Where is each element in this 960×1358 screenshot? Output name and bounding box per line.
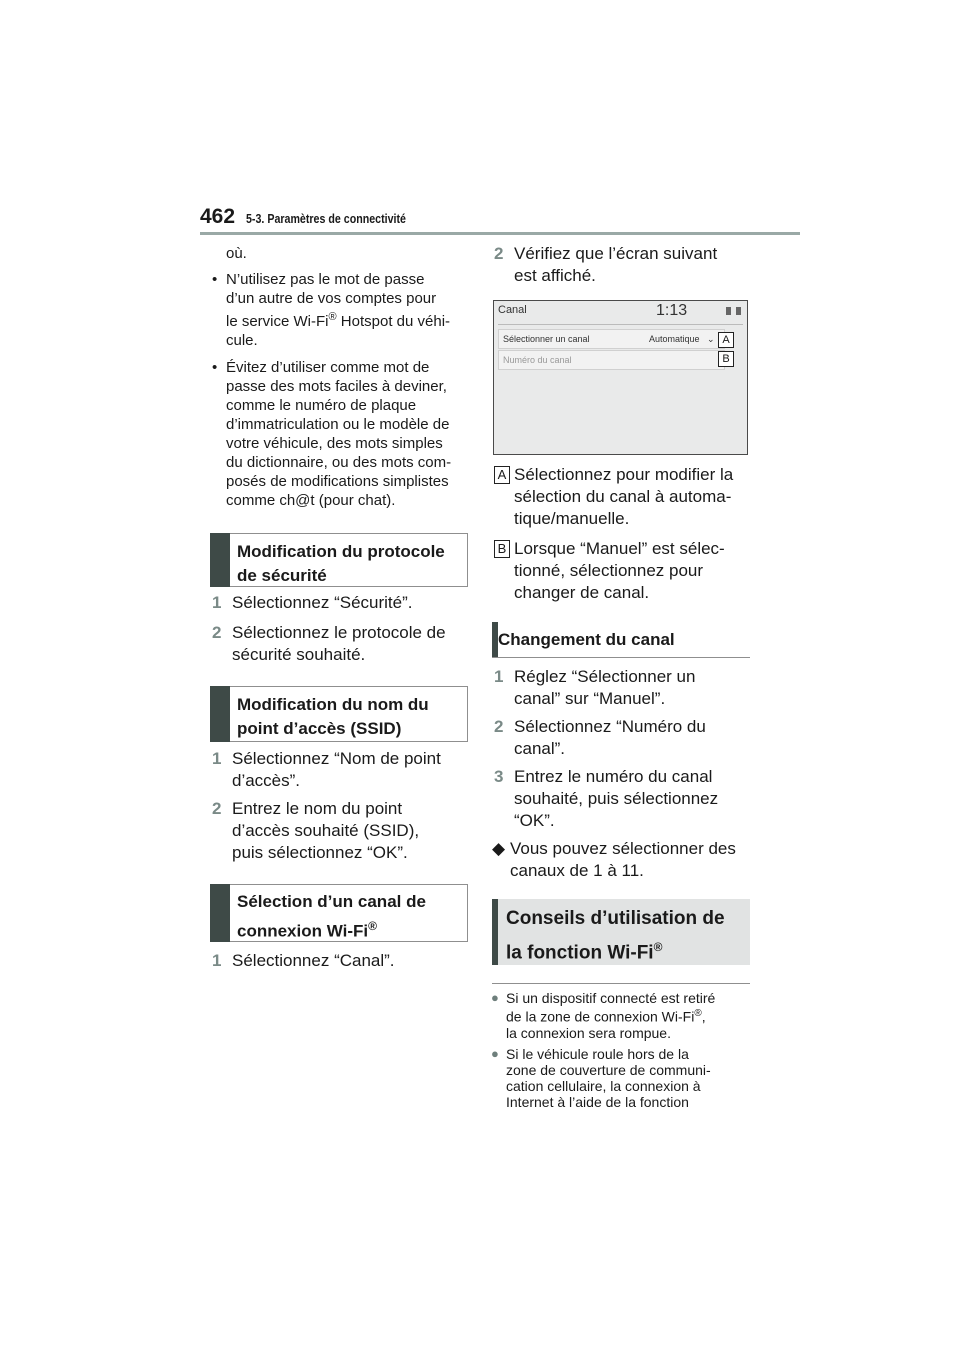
bullet-circle-icon: ● <box>491 990 499 1005</box>
label-b-box: B <box>494 540 510 558</box>
canal-screen-image <box>493 300 748 455</box>
label-a-description: Sélectionnez pour modifier la sélection du canal à automa- tique/manuelle. <box>514 465 734 528</box>
diamond-icon: ◆ <box>492 839 506 858</box>
step-change-1: 1 Réglez “Sélectionner un canal” sur “Manuel”. <box>494 667 696 708</box>
bullet-circle-icon: ● <box>491 1046 499 1061</box>
step-verify-screen: 2 Vérifiez que l’écran suivant est affiché. <box>494 244 718 285</box>
bluetooth-icon <box>736 307 741 315</box>
tip-disconnect: ● Si un dispositif connecté est retiré de la zone de connexion Wi-Fi®, la connexion sera rompue. <box>491 990 716 1041</box>
step-security-2: 2 Sélectionnez le protocole de sécurité souhaité. <box>212 623 446 664</box>
signal-icon <box>726 307 731 315</box>
step-change-3: 3 Entrez le numéro du canal souhaité, puis sélectionnez “OK”. <box>494 767 719 830</box>
screen-row-select-channel: Sélectionner un canal Automatique ⌄ <box>498 329 725 349</box>
callout-a: A <box>718 332 734 348</box>
step-channel-1: 1 Sélectionnez “Canal”. <box>212 951 395 970</box>
screen-row-channel-number: Numéro du canal <box>498 350 725 370</box>
header-rule <box>200 232 800 235</box>
tip-cellular-coverage: ● Si le véhicule roule hors de la zone de couverture de communi- cation cellulaire, la connexion à Internet à l’aide de la fonction <box>491 1046 711 1110</box>
screen-clock: 1:13 <box>656 302 688 319</box>
bullet-dot: • <box>212 359 218 376</box>
page-number: 462 <box>200 205 236 228</box>
step-ssid-2: 2 Entrez le nom du point d’accès souhaité (SSID), puis sélectionnez “OK”. <box>212 799 420 862</box>
label-a-box: A <box>494 466 510 484</box>
bullet-dot: • <box>212 271 218 288</box>
heading-security-protocol: Modification du protocole de sécurité <box>210 533 468 587</box>
heading-wifi-channel: Sélection d’un canal de connexion Wi-Fi® <box>210 884 468 942</box>
callout-b: B <box>718 351 734 367</box>
step-security-1: 1 Sélectionnez “Sécurité”. <box>212 593 413 612</box>
screen-title: Canal <box>498 304 527 316</box>
heading-wifi-tips: Conseils d’utilisation de la fonction Wi-Fi® <box>492 899 750 965</box>
label-b-description: Lorsque “Manuel” est sélec- tionné, sélectionnez pour changer de canal. <box>514 539 725 602</box>
heading-ssid: Modification du nom du point d’accès (SSID) <box>210 686 468 742</box>
section-title: 5-3. Paramètres de connectivité <box>246 211 406 226</box>
step-ssid-1: 1 Sélectionnez “Nom de point d’accès”. <box>212 749 441 790</box>
bullet-password-reuse: • N’utilisez pas le mot de passe d’un autre de vos comptes pour le service Wi-Fi® Hotspot du véhi- cule. <box>212 271 451 349</box>
step-change-2: 2 Sélectionnez “Numéro du canal”. <box>494 717 706 758</box>
bullet-easy-passwords: • Évitez d’utiliser comme mot de passe des mots faciles à deviner, comme le numéro de plaque d’immatriculation ou le modèle de votre véhicule, des mots simples du dictionnaire, ou des mots com- posés de modifications simplistes comme ch@t (pour chat). <box>212 359 452 509</box>
note-channel-range: ◆ Vous pouvez sélectionner des canaux de 1 à 11. <box>492 839 736 880</box>
heading-channel-change: Changement du canal <box>492 622 750 658</box>
chevron-down-icon: ⌄ <box>707 334 715 344</box>
tips-divider <box>492 983 750 984</box>
intro-text: où. <box>226 245 247 262</box>
